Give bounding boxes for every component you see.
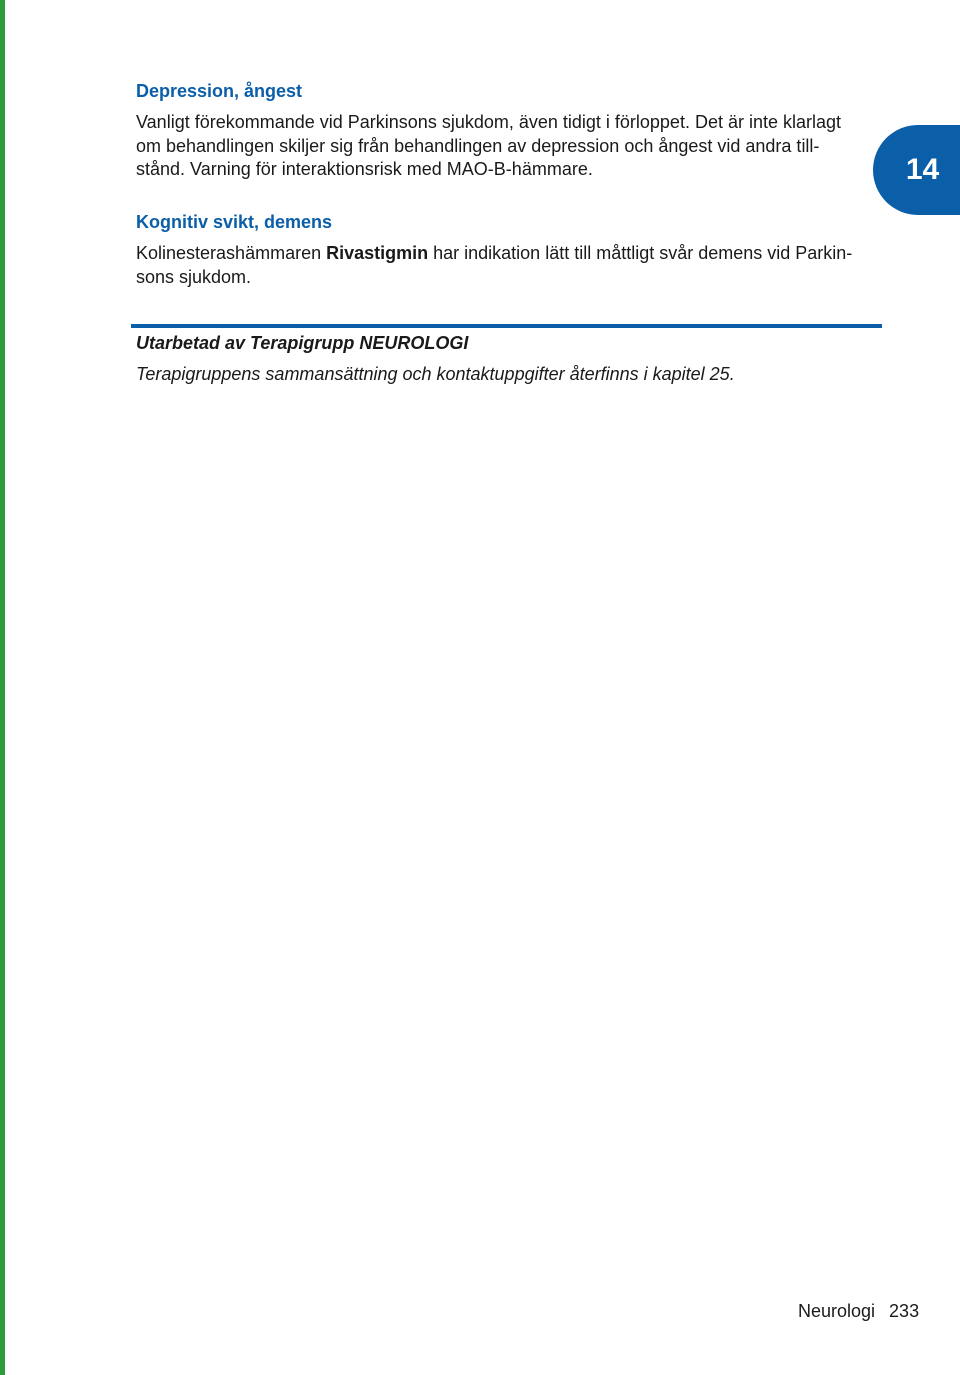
footer-page-number: 233 bbox=[889, 1301, 920, 1321]
section-heading-cognitive: Kognitiv svikt, demens bbox=[136, 212, 333, 232]
footer-section-name: Neurologi bbox=[798, 1301, 876, 1321]
body-line: Vanligt förekommande vid Parkinsons sjukdom, även tidigt i förloppet. Det är inte klarlagt bbox=[136, 112, 842, 132]
body-line bbox=[136, 242, 876, 266]
drug-name: Rivastigmin bbox=[326, 243, 429, 263]
section-heading-depression: Depression, ångest bbox=[136, 81, 303, 101]
page-footer bbox=[798, 1300, 919, 1322]
credit-note: Terapigruppens sammansättning och kontaktuppgifter återfinns i kapitel 25. bbox=[136, 364, 735, 384]
section-body-cognitive bbox=[136, 242, 876, 289]
text-run: Kolinesterashämmaren bbox=[136, 243, 327, 263]
body-line: om behandlingen skiljer sig från behandlingen av depression och ångest vid andra till- bbox=[136, 135, 820, 156]
body-line: stånd. Varning för interaktionsrisk med MAO-B-hämmare. bbox=[136, 159, 593, 179]
text-run: har indikation lätt till måttligt svår demens vid Parkin- bbox=[428, 243, 853, 263]
section-body-depression bbox=[136, 111, 876, 182]
credit-title: Utarbetad av Terapigrupp NEUROLOGI bbox=[136, 333, 469, 353]
left-green-stripe bbox=[0, 0, 5, 1375]
section-divider bbox=[131, 324, 882, 328]
body-line: sons sjukdom. bbox=[136, 266, 252, 287]
chapter-tab bbox=[873, 125, 960, 215]
chapter-number: 14 bbox=[905, 153, 940, 186]
